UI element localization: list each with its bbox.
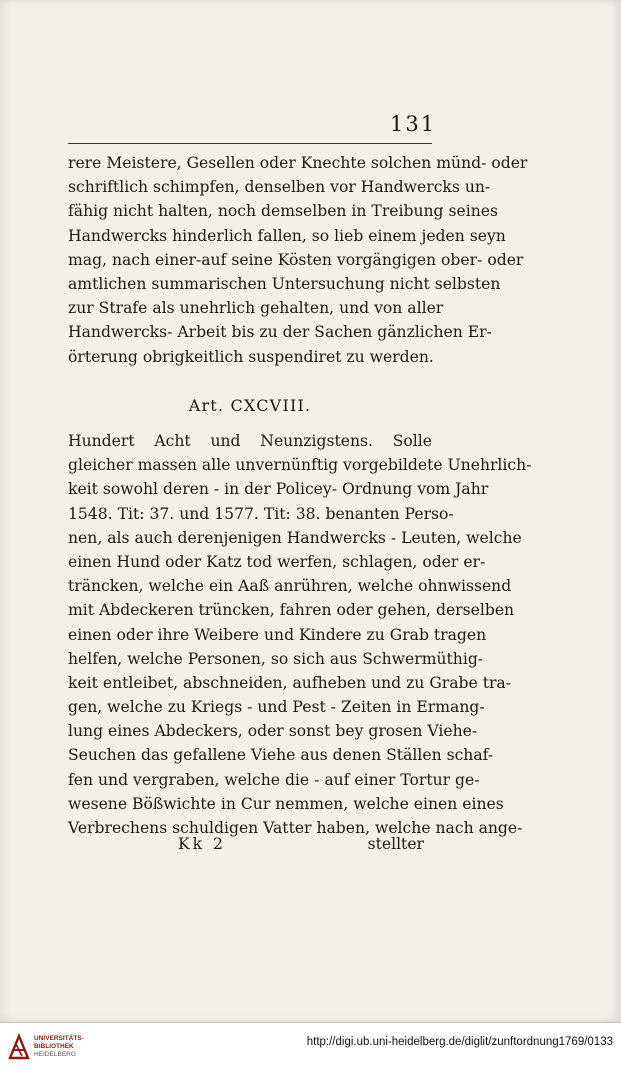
text-line: Seuchen das gefallene Viehe aus denen Ställen schaf- [68, 746, 494, 765]
library-logo-icon[interactable] [8, 1034, 30, 1060]
page-footer-line [68, 835, 432, 861]
text-line: Handwercks hinderlich fallen, so lieb einem jeden seyn [68, 226, 506, 245]
text-line: fähig nicht halten, noch demselben in Treibung seines [68, 202, 498, 221]
signature-mark: Kk 2 [178, 835, 226, 853]
text-line: keit entleibet, abschneiden, aufheben und zu Grabe tra- [68, 673, 511, 692]
header-rule [68, 143, 432, 144]
library-line: BIBLIOTHEK [34, 1043, 74, 1050]
text-line: 1548. Tit: 37. und 1577. Tit: 38. benanten Perso- [68, 504, 454, 523]
text-line: mag, nach einer-auf seine Kösten vorgängigen ober- oder [68, 250, 524, 269]
text-line: zur Strafe als unehrlich gehalten, und von aller [68, 299, 444, 318]
viewer-footer [0, 1022, 621, 1071]
text-line: einen oder ihre Weibere und Kindere zu Grab tragen [68, 625, 487, 644]
text-line: rere Meistere, Gesellen oder Knechte solchen münd- oder [68, 154, 528, 172]
library-name [34, 1035, 84, 1059]
article-body [68, 429, 532, 840]
library-line: UNIVERSITÄTS- [34, 1035, 84, 1042]
permalink-url[interactable]: http://digi.ub.uni-heidelberg.de/diglit/zunftordnung1769/0133 [306, 1036, 613, 1048]
catchword: stellter [367, 835, 424, 853]
paragraph-continued [68, 151, 528, 369]
text-line: lung eines Abdeckers, oder sonst bey grosen Viehe- [68, 722, 478, 741]
text-line: gen, welche zu Kriegs - und Pest - Zeiten in Ermang- [68, 698, 485, 717]
text-line: gleicher massen alle unvernünftig vorgebildete Unehrlich- [68, 456, 532, 475]
text-line: einen Hund oder Katz tod werfen, schlagen, oder er- [68, 552, 486, 571]
text-line: amtlichen summarischen Untersuchung nicht selbsten [68, 274, 501, 293]
text-line: Hundert Acht und Neunzigstens. Solle [68, 432, 432, 450]
text-line: mit Abdeckeren trüncken, fahren oder gehen, derselben [68, 601, 515, 620]
text-line: örterung obrigkeitlich suspendiret zu werden. [68, 347, 434, 366]
text-line: helfen, welche Personen, so sich aus Schwermüthig- [68, 649, 484, 668]
text-line: Verbrechens schuldigen Vatter haben, welche nach ange- [68, 819, 523, 837]
text-line: Handwercks- Arbeit bis zu der Sachen gänzlichen Er- [68, 323, 492, 342]
text-line: keit sowohl deren - in der Policey- Ordnung vom Jahr [68, 480, 489, 499]
text-line: schriftlich schimpfen, denselben vor Handwercks un- [68, 178, 491, 197]
page-number: 131 [390, 112, 437, 136]
text-line: wesene Bößwichte in Cur nemmen, welche einen eines [68, 794, 504, 813]
library-line: HEIDELBERG [34, 1051, 76, 1058]
text-line: nen, als auch derenjenigen Handwercks - Leuten, welche [68, 528, 522, 547]
article-heading: Art. CXCVIII. [188, 396, 312, 415]
text-line: träncken, welche ein Aaß anrühren, welche ohnwissend [68, 577, 512, 596]
text-line: fen und vergraben, welche die - auf einer Tortur ge- [68, 770, 480, 789]
